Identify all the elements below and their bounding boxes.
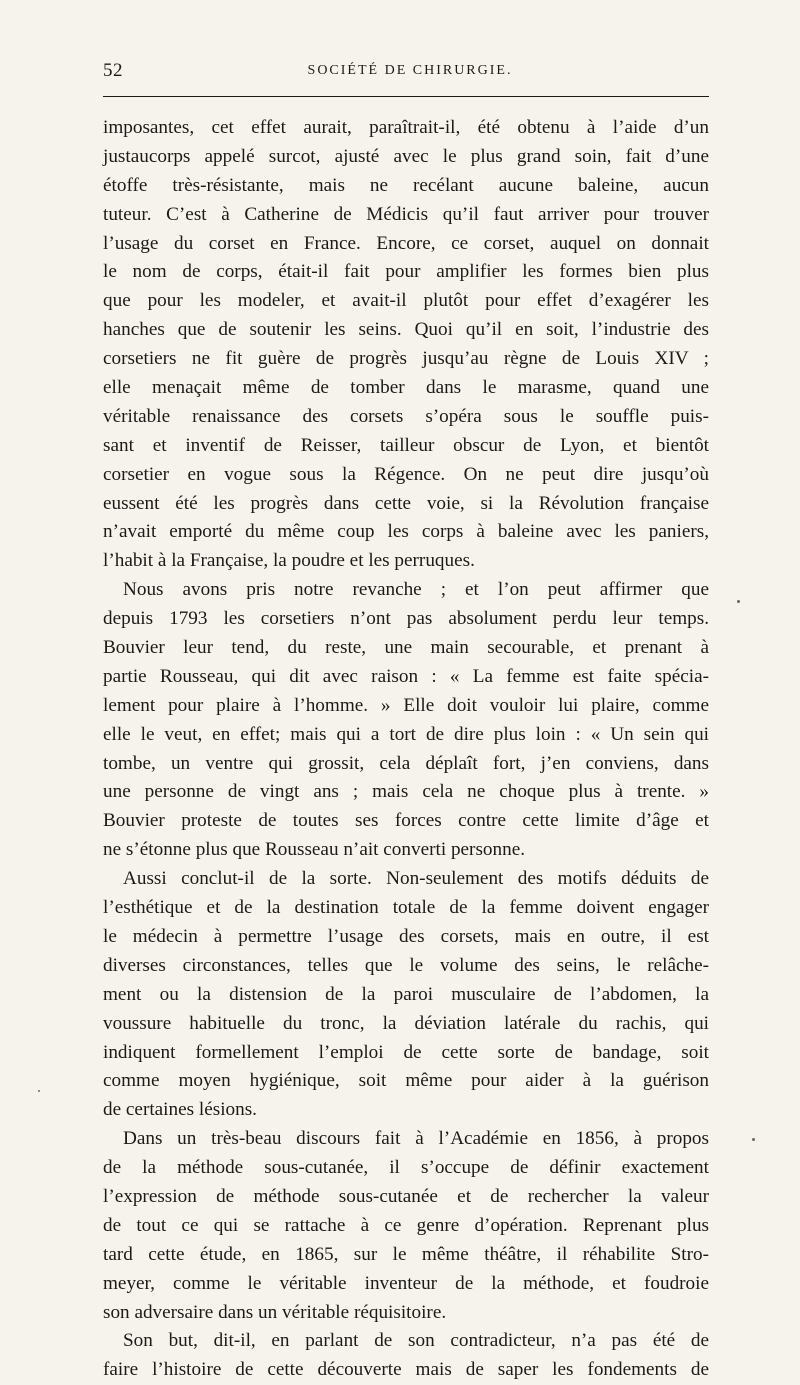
page-header xyxy=(103,60,709,90)
text-line: lement pour plaire à l’homme. » Elle doit vouloir lui plaire, comme xyxy=(103,694,709,716)
text-line: n’avait emporté du même coup les corps à baleine avec les paniers, xyxy=(103,521,709,543)
text-line: véritable renaissance des corsets s’opéra sous le souffle puis- xyxy=(103,405,709,427)
text-line: eussent été les progrès dans cette voie, si la Révolution française xyxy=(103,492,709,514)
text-line: comme moyen hygiénique, soit même pour aider à la guérison xyxy=(103,1070,709,1092)
text-line: son adversaire dans un véritable réquisitoire. xyxy=(103,1301,447,1323)
text-line: l’usage du corset en France. Encore, ce corset, auquel on donnait xyxy=(103,232,709,254)
text-line: meyer, comme le véritable inventeur de la méthode, et foudroie xyxy=(103,1272,709,1294)
text-line: imposantes, cet effet aurait, paraîtrait-il, été obtenu à l’aide d’un xyxy=(103,117,709,138)
text-line: Bouvier leur tend, du reste, une main secourable, et prenant à xyxy=(103,637,709,659)
text-line: Son but, dit-il, en parlant de son contradicteur, n’a pas été de xyxy=(123,1330,709,1352)
text-line: voussure habituelle du tronc, la déviation latérale du rachis, qui xyxy=(103,1012,709,1034)
paper-speck xyxy=(38,1090,40,1092)
text-line: l’expression de méthode sous-cutanée et de rechercher la valeur xyxy=(103,1185,709,1207)
text-line: justaucorps appelé surcot, ajusté avec le plus grand soin, fait d’une xyxy=(103,145,709,167)
paper-speck xyxy=(752,1138,755,1141)
running-head: SOCIÉTÉ DE CHIRURGIE. xyxy=(307,63,513,78)
text-line: étoffe très-résistante, mais ne recélant aucune baleine, aucun xyxy=(103,174,709,196)
text-line: ment ou la distension de la paroi musculaire de l’abdomen, la xyxy=(103,983,709,1005)
page-number: 52 xyxy=(103,60,123,81)
text-line: que pour les modeler, et avait-il plutôt pour effet d’exagérer les xyxy=(103,290,709,312)
text-line: de la méthode sous-cutanée, il s’occupe de définir exactement xyxy=(103,1157,709,1179)
text-line: l’habit à la Française, la poudre et les perruques. xyxy=(103,550,475,572)
text-line: l’esthétique et de la destination totale de la femme doivent engager xyxy=(103,897,709,919)
text-line: Nous avons pris notre revanche ; et l’on peut affirmer que xyxy=(123,579,709,601)
text-line: Bouvier proteste de toutes ses forces contre cette limite d’âge et xyxy=(103,810,709,832)
text-line: sant et inventif de Reisser, tailleur obscur de Lyon, et bientôt xyxy=(103,434,709,456)
text-line: le médecin à permettre l’usage des corsets, mais en outre, il est xyxy=(103,925,709,947)
text-line: le nom de corps, était-il fait pour amplifier les formes bien plus xyxy=(103,261,709,283)
text-line: corsetier en vogue sous la Régence. On ne peut dire jusqu’où xyxy=(103,463,709,485)
text-line: corsetiers ne fit guère de progrès jusqu’au règne de Louis XIV ; xyxy=(103,348,709,370)
text-line: elle menaçait même de tomber dans le marasme, quand une xyxy=(103,377,709,399)
text-line: elle le veut, en effet; mais qui a tort de dire plus loin : « Un sein qui xyxy=(103,723,709,745)
header-rule xyxy=(103,96,709,97)
text-line: tombe, un ventre qui grossit, cela déplaît fort, j’en conviens, dans xyxy=(103,752,709,774)
text-line: tuteur. C’est à Catherine de Médicis qu’il faut arriver pour trouver xyxy=(103,203,709,225)
text-line: Aussi conclut-il de la sorte. Non-seulement des motifs déduits de xyxy=(123,868,709,890)
text-line: tard cette étude, en 1865, sur le même théâtre, il réhabilite Stro- xyxy=(103,1243,709,1265)
text-line: faire l’histoire de cette découverte mais de saper les fondements de xyxy=(103,1359,709,1381)
text-line: de certaines lésions. xyxy=(103,1099,257,1121)
text-line: diverses circonstances, telles que le volume des seins, le relâche- xyxy=(103,954,709,976)
text-line: indiquent formellement l’emploi de cette sorte de bandage, soit xyxy=(103,1041,709,1063)
paper-speck xyxy=(737,600,740,603)
text-line: ne s’étonne plus que Rousseau n’ait converti personne. xyxy=(103,839,526,861)
text-line: depuis 1793 les corsetiers n’ont pas absolument perdu leur temps. xyxy=(103,608,709,630)
text-line: une personne de vingt ans ; mais cela ne choque plus à trente. » xyxy=(103,781,709,803)
text-line: hanches que de soutenir les seins. Quoi qu’il en soit, l’industrie des xyxy=(103,319,709,341)
body-text xyxy=(103,114,709,1385)
text-line: Dans un très-beau discours fait à l’Académie en 1856, à propos xyxy=(123,1128,709,1150)
text-line: de tout ce qui se rattache à ce genre d’opération. Reprenant plus xyxy=(103,1214,709,1236)
text-line: partie Rousseau, qui dit avec raison : « La femme est faite spécia- xyxy=(103,665,709,687)
